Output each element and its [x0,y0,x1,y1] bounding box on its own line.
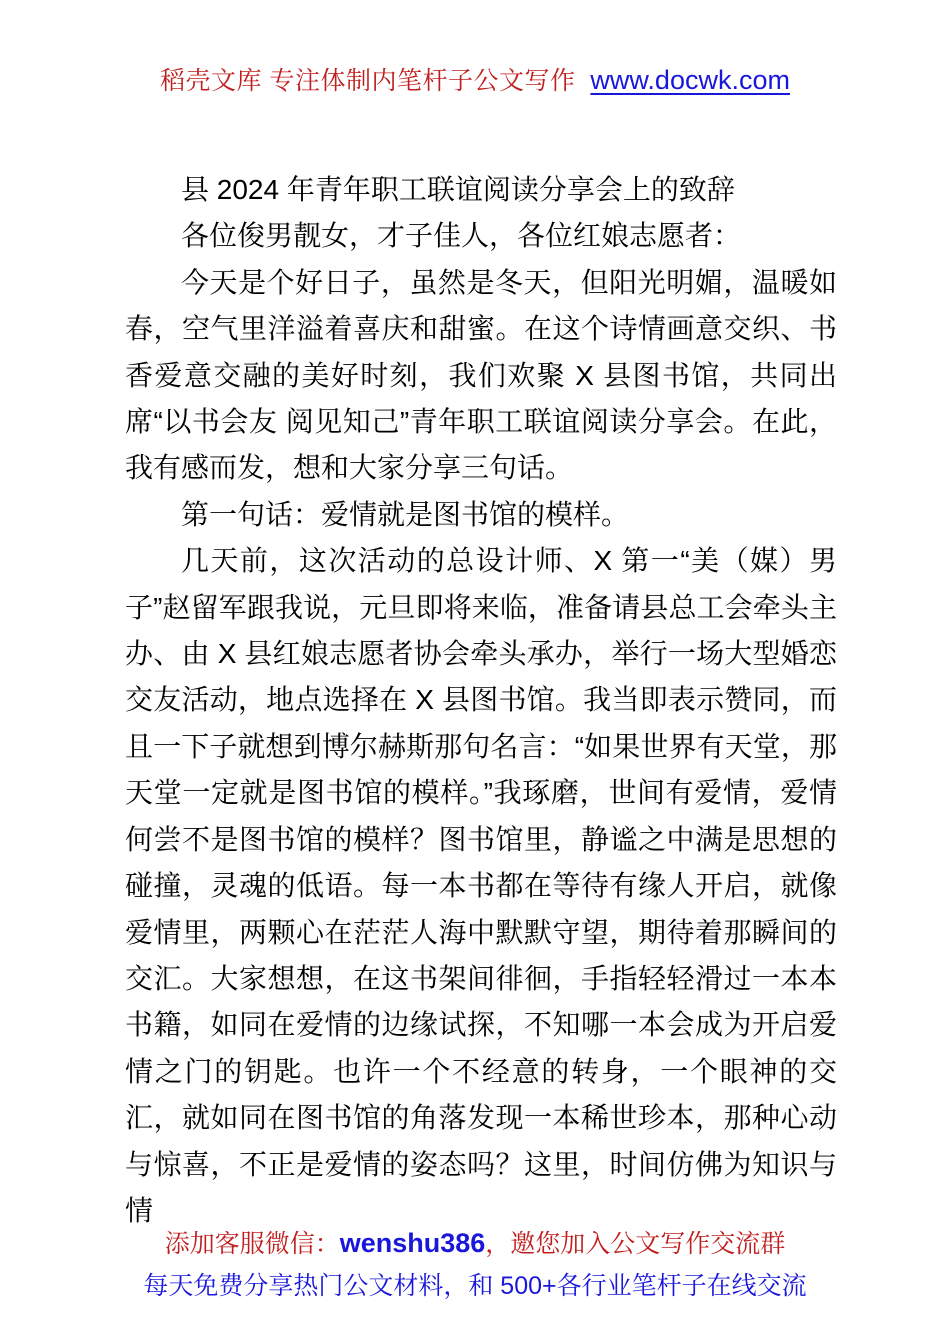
site-brand-text: 稻壳文库 专注体制内笔杆子公文写作 [160,67,576,95]
footer-contact-prefix: 添加客服微信： [164,1230,340,1258]
promo-footer [0,1222,950,1307]
paragraph: 今天是个好日子，虽然是冬天，但阳光明媚，温暖如春，空气里洋溢着喜庆和甜蜜。在这个诗情画意交织、书香爱意交融的美好时刻，我们欢聚 X 县图书馆，共同出席“以书会友 阅见知己”青年职工联谊阅读分享会。在此，我有感而发，想和大家分享三句话。 [125,266,837,484]
paragraph: 各位俊男靓女，才子佳人，各位红娘志愿者： [181,220,742,252]
paragraph: 第一句话：爱情就是图书馆的模样。 [181,498,630,530]
paragraph-list [125,213,837,1234]
document-title: 县 2024 年青年职工联谊阅读分享会上的致辞 [181,174,735,205]
document-body [125,167,837,1234]
paragraph: 几天前，这次活动的总设计师、X 第一“美（媒）男子”赵留军跟我说，元旦即将来临，准备请县总工会牵头主办、由 X 县红娘志愿者协会牵头承办，举行一场大型婚恋交友活动，地点选择在 X 县图书馆。我当即表示赞同，而且一下子就想到博尔赫斯那句名言：“如果世界有天堂，那天堂一定就是图书馆的模样。”我琢磨，世间有爱情，爱情何尝不是图书馆的模样？图书馆里，静谧之中满是思想的碰撞，灵魂的低语。每一本书都在等待有缘人开启，就像爱情里，两颗心在茫茫人海中默默守望，期待着那瞬间的交汇。大家想想，在这书架间徘徊，手指轻轻滑过一本本书籍，如同在爱情的边缘试探，不知哪一本会成为开启爱情之门的钥匙。也许一个不经意的转身，一个眼神的交汇，就如同在图书馆的角落发现一本稀世珍本，那种心动与惊喜，不正是爱情的姿态吗？这里，时间仿佛为知识与情 [125,545,837,1226]
footer-contact-line [0,1222,950,1265]
footer-contact-suffix: ，邀您加入公文写作交流群 [485,1230,786,1258]
site-url-link[interactable]: www.docwk.com [590,65,790,95]
site-header [0,62,950,99]
footer-promo-line: 每天免费分享热门公文材料，和 500+各行业笔杆子在线交流 [143,1272,807,1300]
footer-wechat-id: wenshu386 [339,1228,486,1258]
